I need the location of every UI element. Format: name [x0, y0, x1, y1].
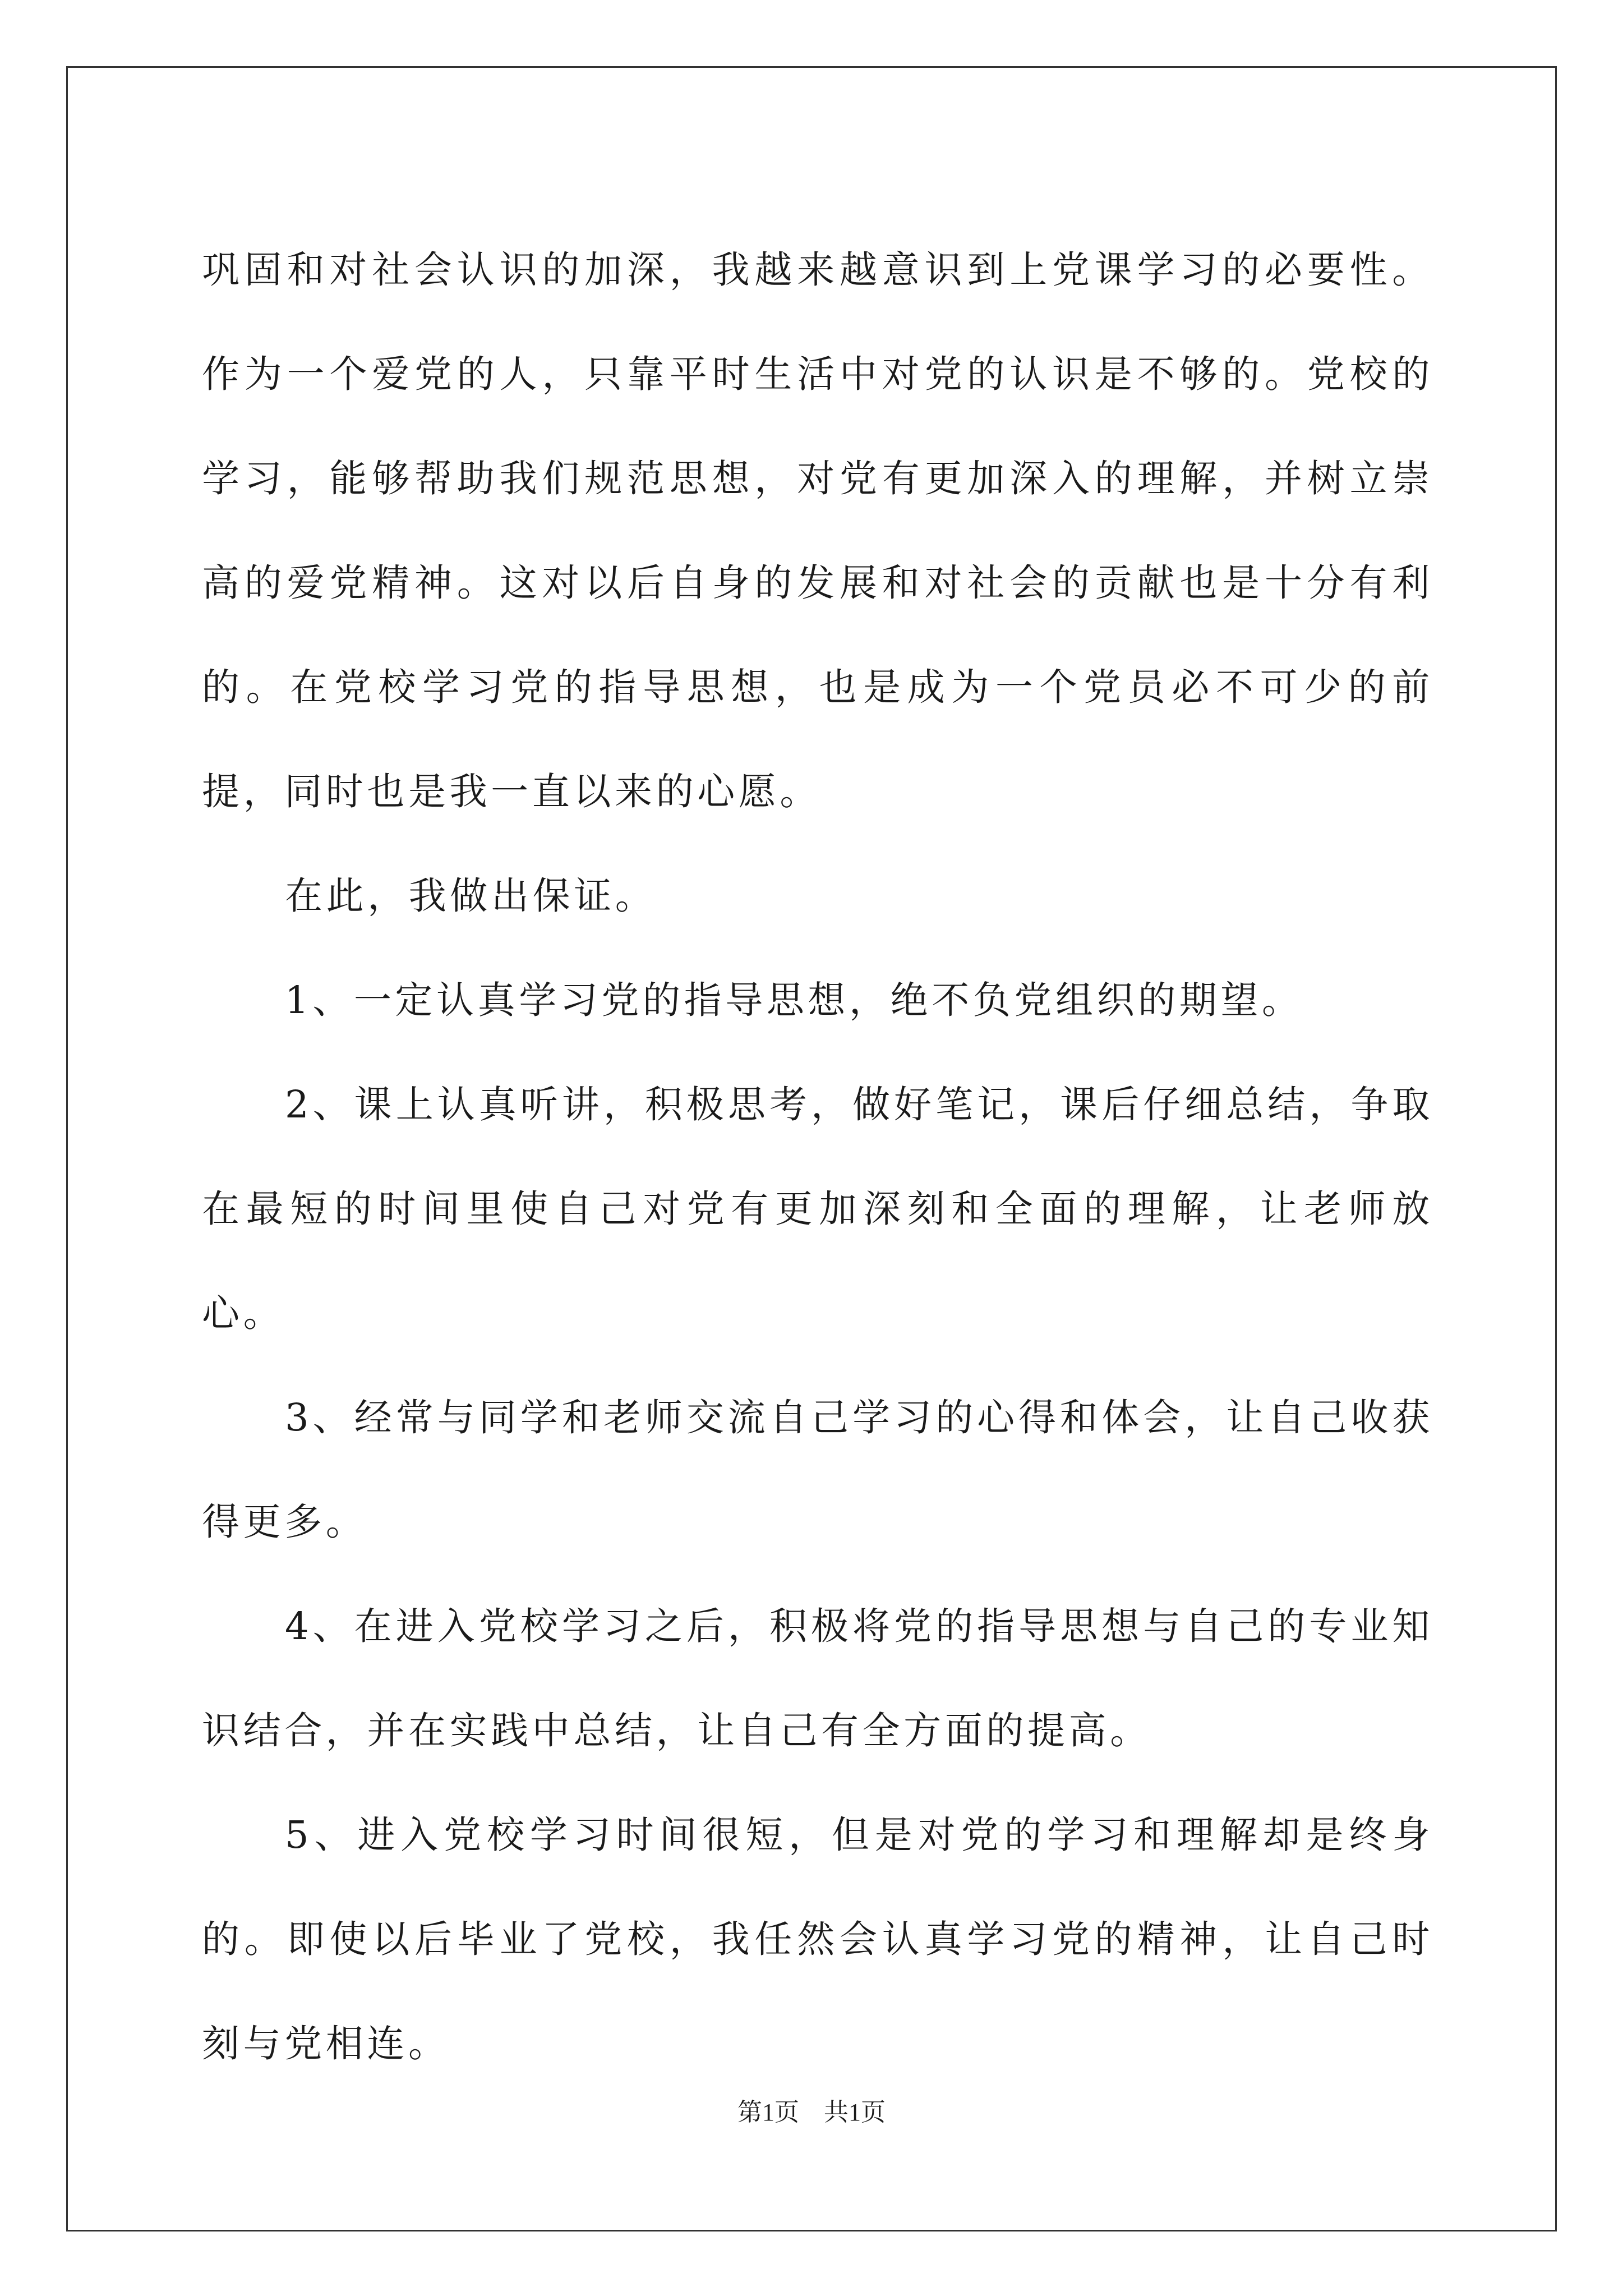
- page-footer: [0, 2097, 1623, 2128]
- paragraph-intro: 巩固和对社会认识的加深，我越来越意识到上党课学习的必要性。作为一个爱党的人，只靠平时生活中对党的认识是不够的。党校的学习，能够帮助我们规范思想，对党有更加深入的理解，并树立崇高的爱党精神。这对以后自身的发展和对社会的贡献也是十分有利的。在党校学习党的指导思想，也是成为一个党员必不可少的前提，同时也是我一直以来的心愿。: [202, 248, 1433, 813]
- pledge-item-4: 4、在进入党校学习之后，积极将党的指导思想与自己的专业知识结合，并在实践中总结，让自己有全方面的提高。: [202, 1604, 1433, 1752]
- pledge-item-3: 3、经常与同学和老师交流自己学习的心得和体会，让自己收获得更多。: [202, 1396, 1433, 1544]
- pledge-item-5: 5、进入党校学习时间很短，但是对党的学习和理解却是终身的。即使以后毕业了党校，我任然会认真学习党的精神，让自己时刻与党相连。: [202, 1813, 1433, 2065]
- pledge-item-2: 2、课上认真听讲，积极思考，做好笔记，课后仔细总结，争取在最短的时间里使自己对党有更加深刻和全面的理解，让老师放心。: [202, 1083, 1433, 1335]
- pledge-item-1: 1、一定认真学习党的指导思想，绝不负党组织的期望。: [285, 978, 1303, 1022]
- page-total: 共1页: [824, 2099, 886, 2126]
- document-body: [202, 218, 1433, 2096]
- paragraph-pledge-intro: 在此，我做出保证。: [285, 874, 657, 918]
- page-number: 第1页: [737, 2099, 799, 2126]
